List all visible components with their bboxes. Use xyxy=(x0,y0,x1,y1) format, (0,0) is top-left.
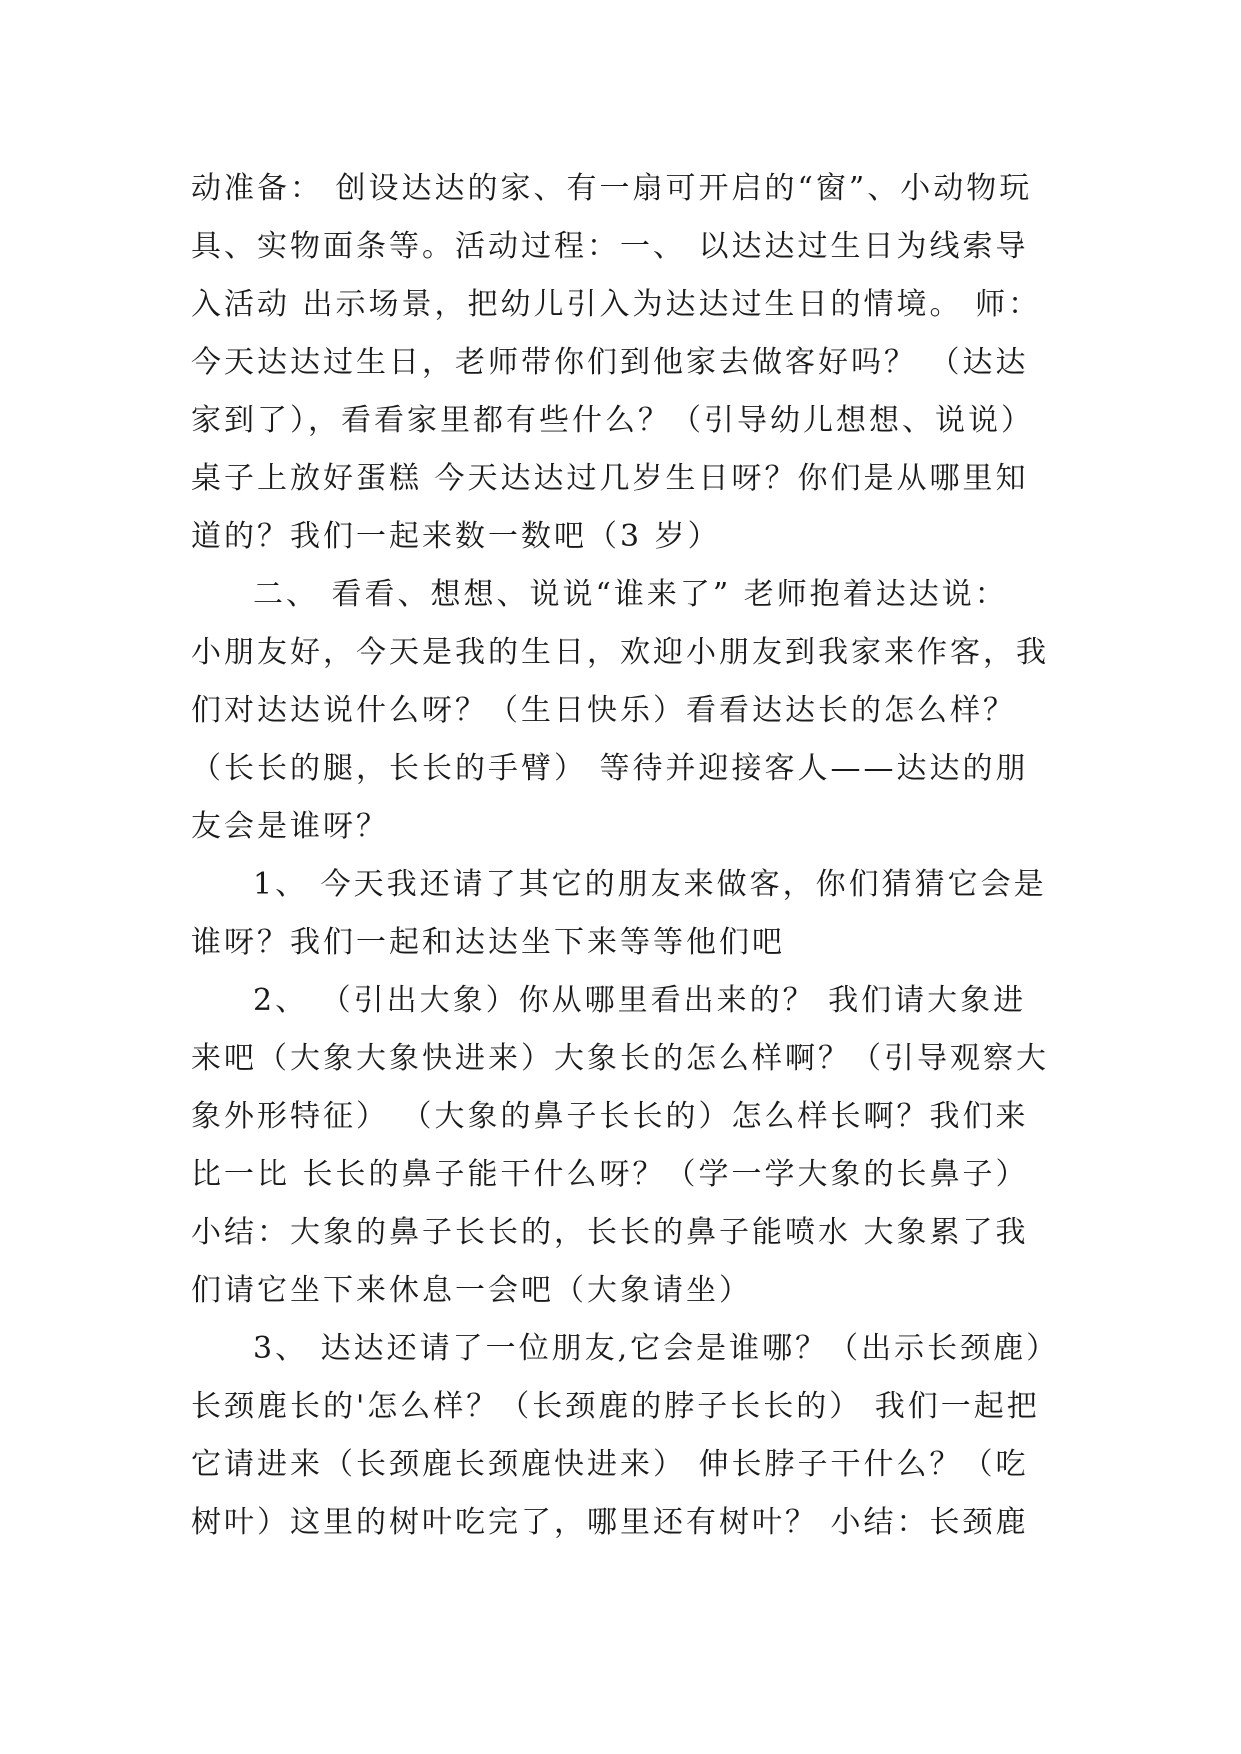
document-body xyxy=(191,160,1071,1552)
text-line: 1、 今天我还请了其它的朋友来做客，你们猜猜它会是 xyxy=(253,867,1047,902)
text-line: 比一比 长长的鼻子能干什么呀？（学一学大象的长鼻子） xyxy=(191,1157,1029,1192)
paragraph-who-came xyxy=(191,566,1071,856)
paragraph-step-2-elephant xyxy=(191,972,1071,1320)
text-line: 象外形特征） （大象的鼻子长长的）怎么样长啊？我们来 xyxy=(191,1099,1029,1134)
text-line: 桌子上放好蛋糕 今天达达过几岁生日呀？你们是从哪里知 xyxy=(191,461,1029,496)
text-line: （长长的腿，长长的手臂） 等待并迎接客人——达达的朋 xyxy=(191,751,1029,786)
text-line: 它请进来（长颈鹿长颈鹿快进来） 伸长脖子干什么？（吃 xyxy=(191,1447,1029,1482)
text-line: 谁呀？我们一起和达达坐下来等等他们吧 xyxy=(191,925,785,960)
text-line: 二、 看看、想想、说说“谁来了” 老师抱着达达说： xyxy=(253,577,1008,612)
text-line: 动准备： 创设达达的家、有一扇可开启的“窗”、小动物玩 xyxy=(191,171,1033,206)
text-line: 小朋友好，今天是我的生日，欢迎小朋友到我家来作客，我 xyxy=(191,635,1049,670)
paragraph-preparation xyxy=(191,160,1071,566)
text-line: 家到了），看看家里都有些什么？（引导幼儿想想、说说） xyxy=(191,403,1034,438)
paragraph-step-1 xyxy=(191,856,1071,972)
text-line: 们对达达说什么呀？（生日快乐）看看达达长的怎么样？ xyxy=(191,693,1016,728)
text-line: 今天达达过生日，老师带你们到他家去做客好吗？ （达达 xyxy=(191,345,1029,380)
text-line: 3、 达达还请了一位朋友,它会是谁哪？（出示长颈鹿） xyxy=(253,1331,1060,1366)
text-line: 们请它坐下来休息一会吧（大象请坐） xyxy=(191,1273,752,1308)
text-line: 2、 （引出大象）你从哪里看出来的？ 我们请大象进 xyxy=(253,983,1027,1018)
text-line: 友会是谁呀？ xyxy=(191,809,389,844)
text-line: 入活动 出示场景，把幼儿引入为达达过生日的情境。 师： xyxy=(191,287,1042,322)
paragraph-step-3-giraffe xyxy=(191,1320,1071,1552)
text-line: 长颈鹿长的'怎么样？（长颈鹿的脖子长长的） 我们一起把 xyxy=(191,1389,1040,1424)
text-line: 树叶）这里的树叶吃完了，哪里还有树叶？ 小结：长颈鹿 xyxy=(191,1505,1029,1540)
text-line: 道的？我们一起来数一数吧（3 岁） xyxy=(191,519,721,554)
text-line: 来吧（大象大象快进来）大象长的怎么样啊？（引导观察大 xyxy=(191,1041,1049,1076)
text-line: 小结：大象的鼻子长长的，长长的鼻子能喷水 大象累了我 xyxy=(191,1215,1029,1250)
text-line: 具、实物面条等。活动过程：一、 以达达过生日为线索导 xyxy=(191,229,1029,264)
